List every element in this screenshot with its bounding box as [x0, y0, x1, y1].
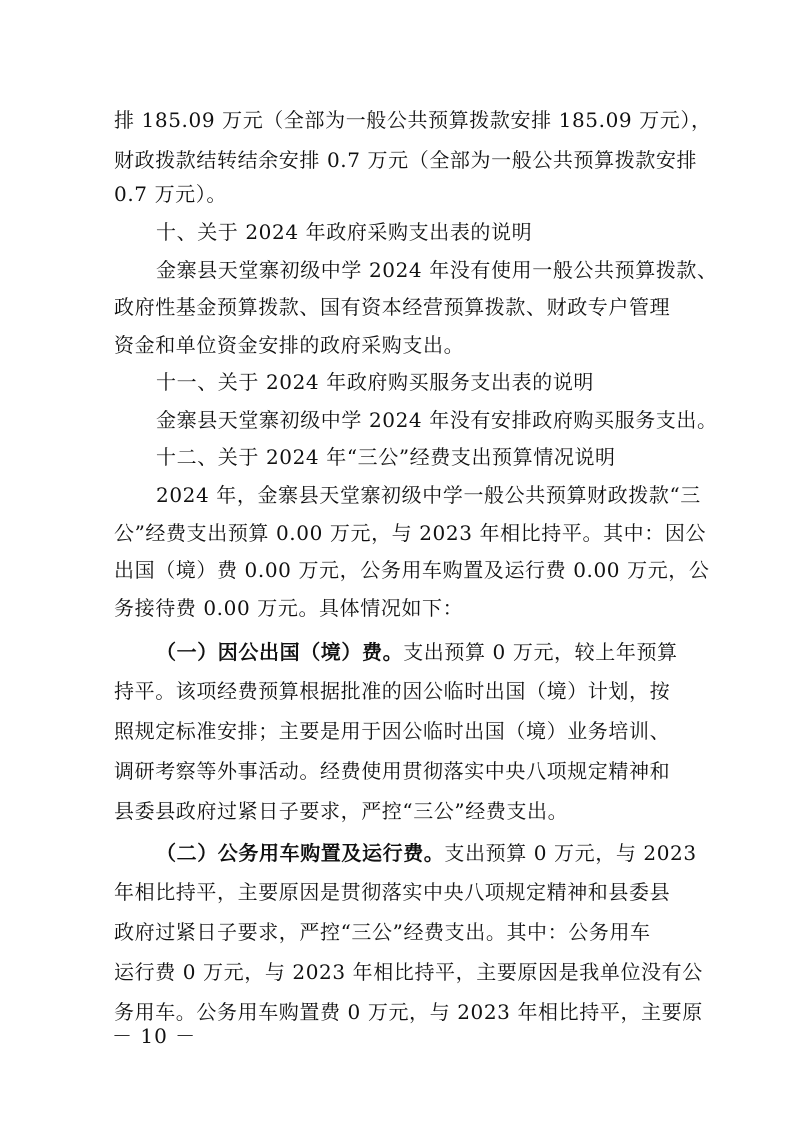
paragraph-line: 持平。该项经费预算根据批准的因公临时出国（境）计划，按 — [114, 679, 671, 703]
subheading-overseas: （一）因公出国（境）费。 — [156, 640, 404, 664]
subsection-line-vehicles — [156, 839, 697, 867]
paragraph-line: 金寨县天堂寨初级中学 2024 年没有使用一般公共预算拨款、 — [156, 258, 718, 282]
paragraph-line: 照规定标准安排；主要是用于因公临时出国（境）业务培训、 — [114, 719, 671, 743]
section-heading-three-public: 十二、关于 2024 年“三公”经费支出预算情况说明 — [156, 445, 616, 469]
paragraph-line: 县委县政府过紧日子要求，严控“三公”经费支出。 — [114, 799, 569, 823]
paragraph-line: 调研考察等外事活动。经费使用贯彻落实中央八项规定精神和 — [114, 759, 671, 783]
paragraph-line: 运行费 0 万元，与 2023 年相比持平，主要原因是我单位没有公 — [114, 960, 703, 984]
section-heading-procurement: 十、关于 2024 年政府采购支出表的说明 — [156, 220, 533, 244]
subsection-line-overseas — [156, 638, 678, 666]
paragraph-line: 资金和单位资金安排的政府采购支出。 — [114, 333, 465, 357]
page-number: － 10 － — [112, 1024, 197, 1048]
paragraph-line: 财政拨款结转结余安排 0.7 万元（全部为一般公共预算拨款安排 — [114, 148, 698, 172]
paragraph-line: 公”经费支出预算 0.00 万元，与 2023 年相比持平。其中：因公 — [114, 521, 707, 545]
paragraph-line: 2024 年，金寨县天堂寨初级中学一般公共预算财政拨款“三 — [156, 483, 701, 507]
paragraph-line: 出国（境）费 0.00 万元，公务用车购置及运行费 0.00 万元，公 — [114, 558, 710, 582]
subheading-vehicles: （二）公务用车购置及运行费。 — [156, 841, 445, 865]
paragraph-text: 支出预算 0 万元，与 2023 — [444, 841, 697, 865]
paragraph-line: 年相比持平，主要原因是贯彻落实中央八项规定精神和县委县 — [114, 880, 671, 904]
paragraph-line: 务用车。公务用车购置费 0 万元，与 2023 年相比持平，主要原 — [114, 1000, 703, 1024]
paragraph-text: 支出预算 0 万元，较上年预算 — [403, 640, 678, 664]
paragraph-line: 0.7 万元）。 — [114, 182, 227, 206]
paragraph-line: 金寨县天堂寨初级中学 2024 年没有安排政府购买服务支出。 — [156, 408, 718, 432]
paragraph-line: 务接待费 0.00 万元。具体情况如下： — [114, 596, 464, 620]
paragraph-line: 政府过紧日子要求，严控“三公”经费支出。其中：公务用车 — [114, 920, 651, 944]
section-heading-purchased-services: 十一、关于 2024 年政府购买服务支出表的说明 — [156, 370, 595, 394]
paragraph-line: 排 185.09 万元（全部为一般公共预算拨款安排 185.09 万元）， — [114, 108, 712, 132]
paragraph-line: 政府性基金预算拨款、国有资本经营预算拨款、财政专户管理 — [114, 295, 671, 319]
